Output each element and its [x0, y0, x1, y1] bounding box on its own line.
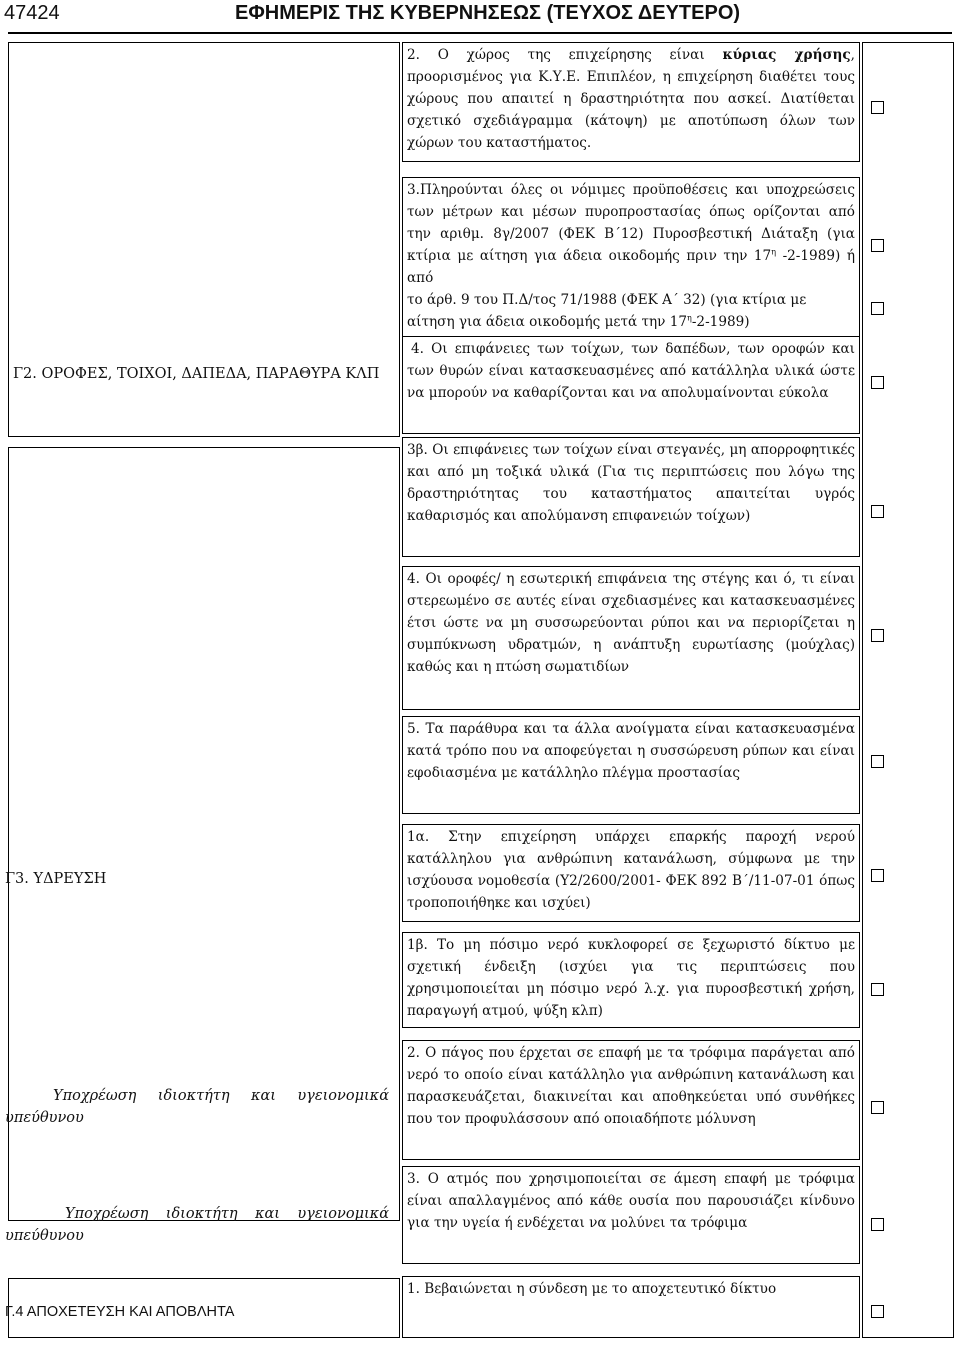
item-5-windows	[402, 716, 860, 814]
checkbox-item-5[interactable]	[871, 755, 884, 768]
item-4-ceilings	[402, 566, 860, 710]
checkbox-item-1-sewer[interactable]	[871, 1305, 884, 1318]
checkbox-item-2[interactable]	[871, 101, 884, 114]
item-4-surfaces	[402, 336, 860, 434]
item-1-sewer	[402, 1276, 860, 1338]
checkbox-item-4b[interactable]	[871, 629, 884, 642]
left-cell-g4	[5, 1278, 400, 1338]
checkbox-item-3-a[interactable]	[871, 239, 884, 252]
item-1b-non-potable	[402, 932, 860, 1028]
page-header	[0, 0, 960, 34]
item-3b-walls	[402, 437, 860, 557]
checkbox-item-3b[interactable]	[871, 505, 884, 518]
checkbox-item-3-steam[interactable]	[871, 1218, 884, 1231]
checkbox-item-1a[interactable]	[871, 869, 884, 882]
obligation-note-1: Υποχρέωση ιδιοκτήτη και υγειονομικά υπεύθυνου	[5, 1088, 389, 1126]
header-rule	[8, 32, 952, 34]
item-2-text: 2. Ο χώρος της επιχείρησης είναι	[407, 47, 723, 63]
section-title-g4: Γ.4 ΑΠΟΧΕΤΕΥΣΗ ΚΑΙ ΑΠΟΒΛΗΤΑ	[5, 1304, 235, 1320]
item-1a-water-supply	[402, 824, 860, 922]
item-1b-text: 1β. Το μη πόσιμο νερό κυκλοφορεί σε ξεχωριστό δίκτυο με σχετική ένδειξη (ισχύει για τις περιπτώσεις που χρησιμοποιείται μη πόσιμο νερό λ.χ. για πυροσβεστική χρήση, παραγωγή ατμού, ψύξη κλπ)	[407, 937, 855, 1019]
item-3-sup-2: η	[687, 313, 692, 323]
checkbox-item-4a[interactable]	[871, 376, 884, 389]
item-2-bold: κύριας χρήσης	[722, 47, 851, 63]
item-3b-text: 3β. Οι επιφάνειες των τοίχων είναι στεγανές, μη απορροφητικές και από μη τοξικά υλικά (Για τις περιπτώσεις που λόγω της δραστηριότητας του καταστήματος απαιτείται υγρός καθαρισμός και απολύμανση επιφανειών τοίχων)	[407, 442, 855, 524]
item-2-main-use	[402, 42, 860, 162]
item-3-steam	[402, 1166, 860, 1264]
item-3-sup-1: η	[771, 247, 777, 257]
item-1-sewer-text: 1. Βεβαιώνεται η σύνδεση με το αποχετευτικό δίκτυο	[407, 1281, 777, 1297]
gazette-title: ΕΦΗΜΕΡΙΣ ΤΗΣ ΚΥΒΕΡΝΗΣΕΩΣ (ΤΕΥΧΟΣ ΔΕΥΤΕΡΟ)	[235, 2, 741, 24]
left-cell-g3	[5, 447, 400, 1244]
item-3-text-b: -2-1989) ή από	[407, 248, 856, 286]
checkbox-item-2-ice[interactable]	[871, 1101, 884, 1114]
checkbox-column	[862, 42, 954, 1338]
obligation-note-2: Υποχρέωση ιδιοκτήτη και υγειονομικά υπεύθυνου	[5, 1206, 389, 1244]
item-3-text-c: το άρθ. 9 του Π.Δ/τος 71/1988 (ΦΕΚ Α΄ 32) (για κτίρια με αίτηση για άδεια οικοδομής μετά την 17	[407, 292, 807, 330]
item-3-fire-safety	[402, 177, 860, 337]
section-title-g2: Γ2. ΟΡΟΦΕΣ, ΤΟΙΧΟΙ, ΔΑΠΕΔΑ, ΠΑΡΑΘΥΡΑ ΚΛΠ	[13, 366, 380, 382]
item-3-steam-text: 3. Ο ατμός που χρησιμοποιείται σε άμεση επαφή με τρόφιμα είναι απαλλαγμένος από κάθε ουσία που παρουσιάζει κίνδυνο για την υγεία ή ενδέχεται να μολύνει τα τρόφιμα	[407, 1171, 855, 1231]
item-5-text: 5. Τα παράθυρα και τα άλλα ανοίγματα είναι κατασκευασμένα κατά τρόπο που να αποφεύγεται η συσσώρευση ρύπων και είναι εφοδιασμένα με κατάλληλο πλέγμα προστασίας	[407, 721, 855, 781]
item-4b-text: 4. Οι οροφές/ η εσωτερική επιφάνεια της στέγης και ό, τι είναι στερεωμένο σε αυτές είναι σχεδιασμένες και κατασκευασμένες έτσι ώστε να μη συσσωρεύονται ρύποι και να περιορίζεται η συμπύκνωση υδρατμών, η ανάπτυξη ευρωτίασης (μούχλας) καθώς και η πτώση σωματιδίων	[407, 571, 855, 675]
section-title-g3: Γ3. ΥΔΡΕΥΣΗ	[5, 871, 107, 887]
checkbox-item-3-b[interactable]	[871, 302, 884, 315]
item-3-text-d: -2-1989)	[691, 314, 750, 330]
item-3-text-a: 3.Πληρούνται όλες οι νόμιμες προϋποθέσεις και υποχρεώσεις των μέτρων και μέσων πυροπροστασίας όπως ορίζονται από την αριθμ. 8γ/2007 (ΦΕΚ Β΄12) Πυροσβεστική Διάταξη (για κτίρια με αίτηση για άδεια οικοδομής πριν την 17	[407, 182, 855, 264]
checkbox-item-1b[interactable]	[871, 983, 884, 996]
item-2-ice-text: 2. Ο πάγος που έρχεται σε επαφή με τα τρόφιμα παράγεται από νερό το οποίο είναι κατάλληλο για ανθρώπινη κατανάλωση και παρασκευάζεται, διακινείται και αποθηκεύεται υπό συνθήκες που τον προφυλάσσουν από οποιαδήποτε μόλυνση	[407, 1045, 855, 1127]
left-cell-top	[8, 42, 400, 437]
item-2-ice	[402, 1040, 860, 1160]
item-4a-text: 4. Οι επιφάνειες των τοίχων, των δαπέδων, των οροφών και των θυρών είναι κατασκευασμένες από κατάλληλα υλικά ώστε να μπορούν να καθαρίζονται και να απολυμαίνονται εύκολα	[407, 341, 855, 401]
page-number: 47424	[4, 2, 60, 24]
item-2-text-end: , προορισμένος για Κ.Υ.Ε. Επιπλέον, η επιχείρηση διαθέτει τους χώρους που απαιτεί η δραστηριότητα που ασκεί. Διατίθεται σχετικό σχεδιάγραμμα (κάτοψη) με αποτύπωση όλων των χώρων του καταστήματος.	[407, 47, 855, 151]
item-1a-text: 1α. Στην επιχείρηση υπάρχει επαρκής παροχή νερού κατάλληλου για ανθρώπινη κατανάλωση, σύμφωνα με την ισχύουσα νομοθεσία (Υ2/2600/2001- ΦΕΚ 892 Β΄/11-07-01 όπως τροποποιήθηκε και ισχύει)	[407, 829, 855, 911]
